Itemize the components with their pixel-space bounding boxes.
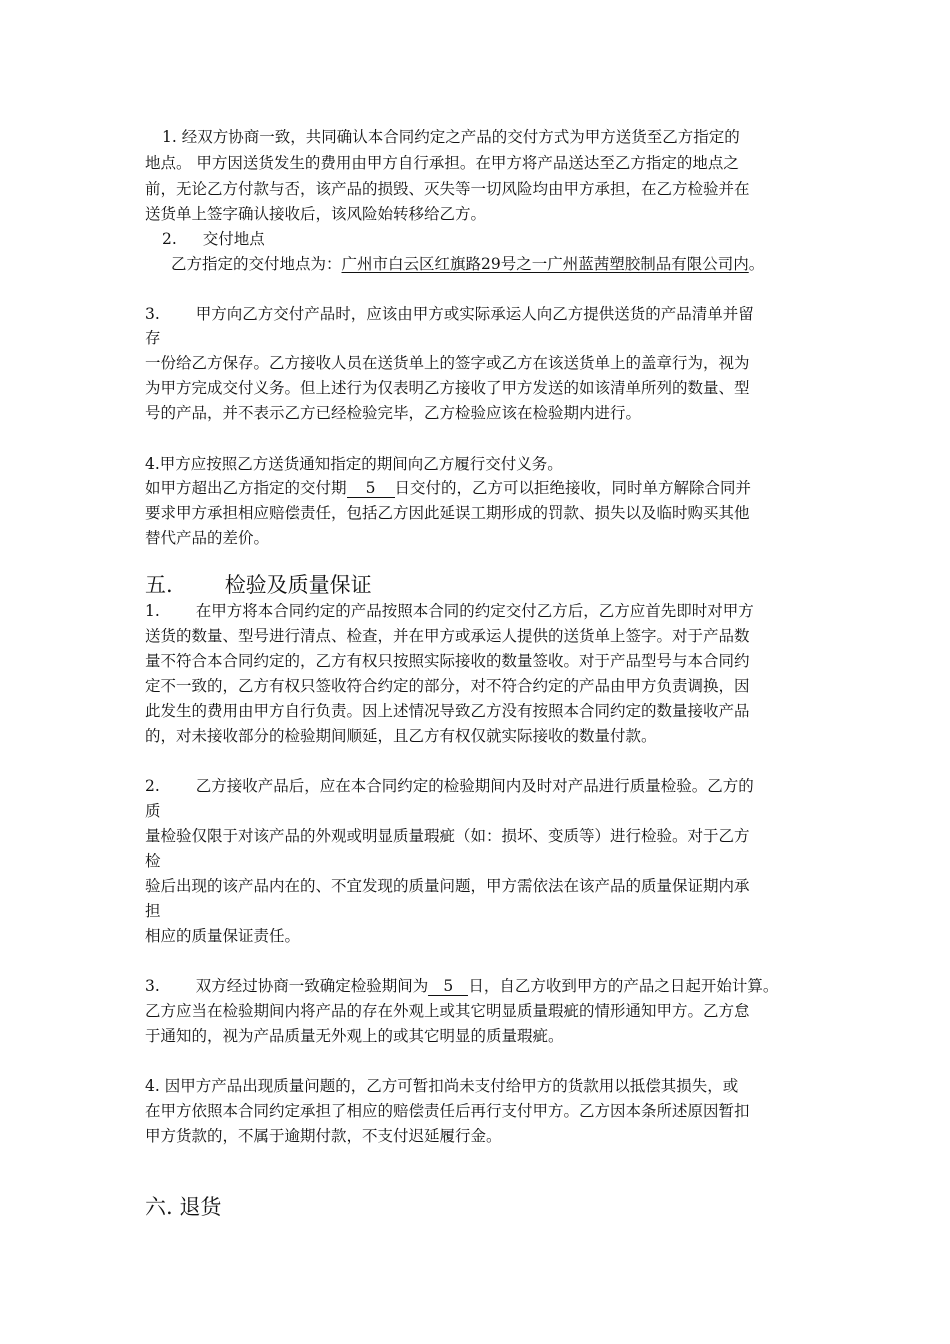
delivery-location-text: 乙方指定的交付地点为：广州市白云区红旗路29号之一广州蓝茜塑胶制品有限公司内。 (171, 255, 765, 273)
delivery-location-heading (162, 229, 265, 249)
inspection-item3-line3: 于通知的，视为产品质量无外观上的或其它明显的质量瑕疵。 (145, 1027, 564, 1045)
inspection-item1-line1: 1. 在甲方将本合同约定的产品按照本合同的约定交付乙方后，乙方应首先即时对甲方 (145, 602, 754, 620)
inspection-period-days: 5 (428, 977, 468, 996)
delivery-item3-line4: 为甲方完成交付义务。但上述行为仅表明乙方接收了甲方发送的如该清单所列的数量、型 (145, 379, 750, 397)
inspection-item4-line1: 4. 因甲方产品出现质量问题的，乙方可暂扣尚未支付给甲方的货款用以抵偿其损失，或 (145, 1077, 739, 1095)
inspection-item2-line3: 量检验仅限于对该产品的外观或明显质量瑕疵（如：损坏、变质等）进行检验。对于乙方 (145, 827, 750, 845)
inspection-item1-line2: 送货的数量、型号进行清点、检查，并在甲方或承运人提供的送货单上签字。对于产品数 (145, 627, 750, 645)
delivery-address: 广州市白云区红旗路29号之一广州蓝茜塑胶制品有限公司内 (341, 255, 749, 273)
inspection-item2-line7: 相应的质量保证责任。 (145, 927, 301, 945)
inspection-item1-line4: 定不一致的，乙方有权只签收符合约定的部分，对不符合约定的产品由甲方负责调换，因 (145, 677, 750, 695)
inspection-item2-line4: 检 (145, 852, 161, 870)
delivery-item3-line5: 号的产品，并不表示乙方已经检验完毕，乙方检验应该在检验期内进行。 (145, 404, 642, 422)
inspection-item1-line5: 此发生的费用由甲方自行负责。因上述情况导致乙方没有按照本合同约定的数量接收产品 (145, 702, 750, 720)
inspection-item1-line3: 量不符合本合同约定的，乙方有权只按照实际接收的数量签收。对于产品型号与本合同约 (145, 652, 750, 670)
inspection-item2-line1: 2. 乙方接收产品后，应在本合同约定的检验期间内及时对产品进行质量检验。乙方的 (145, 777, 754, 795)
delivery-item1-line3: 前，无论乙方付款与否，该产品的损毁、灭失等一切风险均由甲方承担，在乙方检验并在 (145, 180, 750, 198)
section-heading-returns: 六. 退货 (145, 1195, 222, 1219)
inspection-item3-line2: 乙方应当在检验期间内将产品的存在外观上或其它明显质量瑕疵的情形通知甲方。乙方怠 (145, 1002, 750, 1020)
section-heading-inspection (145, 572, 372, 598)
delivery-item1-line2: 地点。 甲方因送货发生的费用由甲方自行承担。在甲方将产品送达至乙方指定的地点之 (145, 154, 739, 172)
inspection-item4-line2: 在甲方依照本合同约定承担了相应的赔偿责任后再行支付甲方。乙方因本条所述原因暂扣 (145, 1102, 750, 1120)
inspection-item3-line1: 3. 双方经过协商一致确定检验期间为 5 日，自乙方收到甲方的产品之日起开始计算。 (145, 977, 779, 995)
delivery-item3-line3: 一份给乙方保存。乙方接收人员在送货单上的签字或乙方在该送货单上的盖章行为，视为 (145, 354, 750, 372)
delivery-item4-line2: 如甲方超出乙方指定的交付期 5 日交付的，乙方可以拒绝接收，同时单方解除合同并 (145, 479, 752, 497)
delivery-location-number: 2. (162, 230, 177, 248)
delivery-item1-line1: 1. 经双方协商一致，共同确认本合同约定之产品的交付方式为甲方送货至乙方指定的 (162, 128, 740, 146)
inspection-item1-line6: 的，对未接收部分的检验期间顺延，且乙方有权仅就实际接收的数量付款。 (145, 727, 657, 745)
section-number: 五. (145, 573, 173, 597)
section-title: 检验及质量保证 (224, 573, 372, 597)
delivery-item3-line1: 3. 甲方向乙方交付产品时，应该由甲方或实际承运人向乙方提供送货的产品清单并留 (145, 305, 754, 323)
delivery-deadline-days: 5 (347, 479, 395, 498)
delivery-item4-line1: 4.甲方应按照乙方送货通知指定的期间向乙方履行交付义务。 (145, 455, 563, 473)
inspection-item4-line3: 甲方货款的，不属于逾期付款，不支付迟延履行金。 (145, 1127, 502, 1145)
delivery-item3-line2: 存 (145, 329, 161, 347)
inspection-item2-line6: 担 (145, 902, 161, 920)
delivery-item1-line4: 送货单上签字确认接收后，该风险始转移给乙方。 (145, 205, 487, 223)
inspection-item2-line5: 验后出现的该产品内在的、不宜发现的质量问题，甲方需依法在该产品的质量保证期内承 (145, 877, 750, 895)
delivery-item4-line4: 替代产品的差价。 (145, 529, 270, 547)
delivery-item4-line3: 要求甲方承担相应赔偿责任，包括乙方因此延误工期形成的罚款、损失以及临时购买其他 (145, 504, 750, 522)
delivery-location-title: 交付地点 (202, 230, 265, 248)
inspection-item2-line2: 质 (145, 802, 161, 820)
